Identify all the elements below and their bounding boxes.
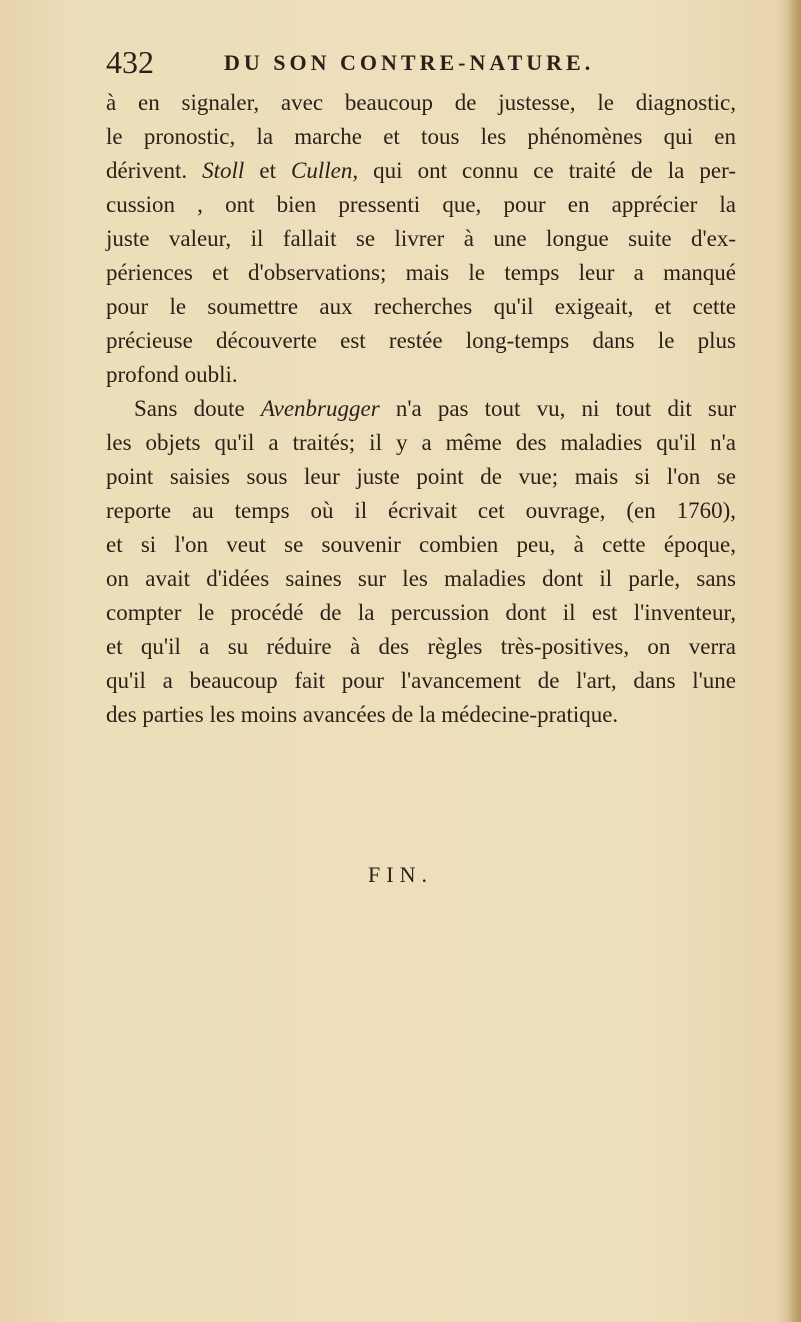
text-line: profond oubli.: [106, 362, 238, 387]
text-line: le pronostic, la marche et tous les phénomènes qui en: [106, 124, 736, 149]
text-line: précieuse découverte est restée long-temps dans le plus: [106, 328, 736, 353]
text-line: reporte au temps où il écrivait cet ouvrage, (en 1760),: [106, 498, 736, 523]
running-title: DU SON CONTRE-NATURE.: [224, 50, 595, 75]
text-line: pour le soumettre aux recherches qu'il exigeait, et cette: [106, 294, 736, 319]
text-span: n'a pas tout vu, ni tout dit sur: [379, 396, 736, 421]
text-line: qu'il a beaucoup fait pour l'avancement de l'art, dans l'une: [106, 668, 736, 693]
text-line: et si l'on veut se souvenir combien peu, à cette époque,: [106, 532, 736, 557]
page-body: [106, 86, 736, 732]
end-mark: FIN.: [368, 862, 433, 887]
text-span: Sans doute: [134, 396, 261, 421]
text-line: à en signaler, avec beaucoup de justesse, le diagnostic,: [106, 90, 736, 115]
text-line: cussion , ont bien pressenti que, pour en apprécier la: [106, 192, 736, 217]
running-header: [106, 44, 736, 84]
text-line: on avait d'idées saines sur les maladies dont il parle, sans: [106, 566, 736, 591]
text-line: des parties les moins avancées de la médecine-pratique.: [106, 702, 619, 727]
text-line: périences et d'observations; mais le temps leur a manqué: [106, 260, 736, 285]
author-name-avenbrugger: Avenbrugger: [260, 396, 380, 421]
text-line: [106, 154, 736, 188]
text-span: dérivent.: [106, 158, 203, 183]
text-line: les objets qu'il a traités; il y a même des maladies qu'il n'a: [106, 430, 736, 455]
author-name-stoll: Stoll: [202, 158, 245, 183]
text-line: compter le procédé de la percussion dont il est l'inventeur,: [106, 600, 736, 625]
text-line: et qu'il a su réduire à des règles très-positives, on verra: [106, 634, 736, 659]
text-line: juste valeur, il fallait se livrer à une longue suite d'ex-: [106, 226, 736, 251]
author-name-cullen: Cullen,: [291, 158, 359, 183]
text-span: qui ont connu ce traité de la per-: [358, 158, 736, 183]
text-line: point saisies sous leur juste point de vue; mais si l'on se: [106, 464, 736, 489]
page-number: 432: [106, 44, 154, 80]
text-span: et: [244, 158, 292, 183]
page-edge-shadow: [787, 0, 801, 1322]
text-line: [106, 392, 736, 426]
